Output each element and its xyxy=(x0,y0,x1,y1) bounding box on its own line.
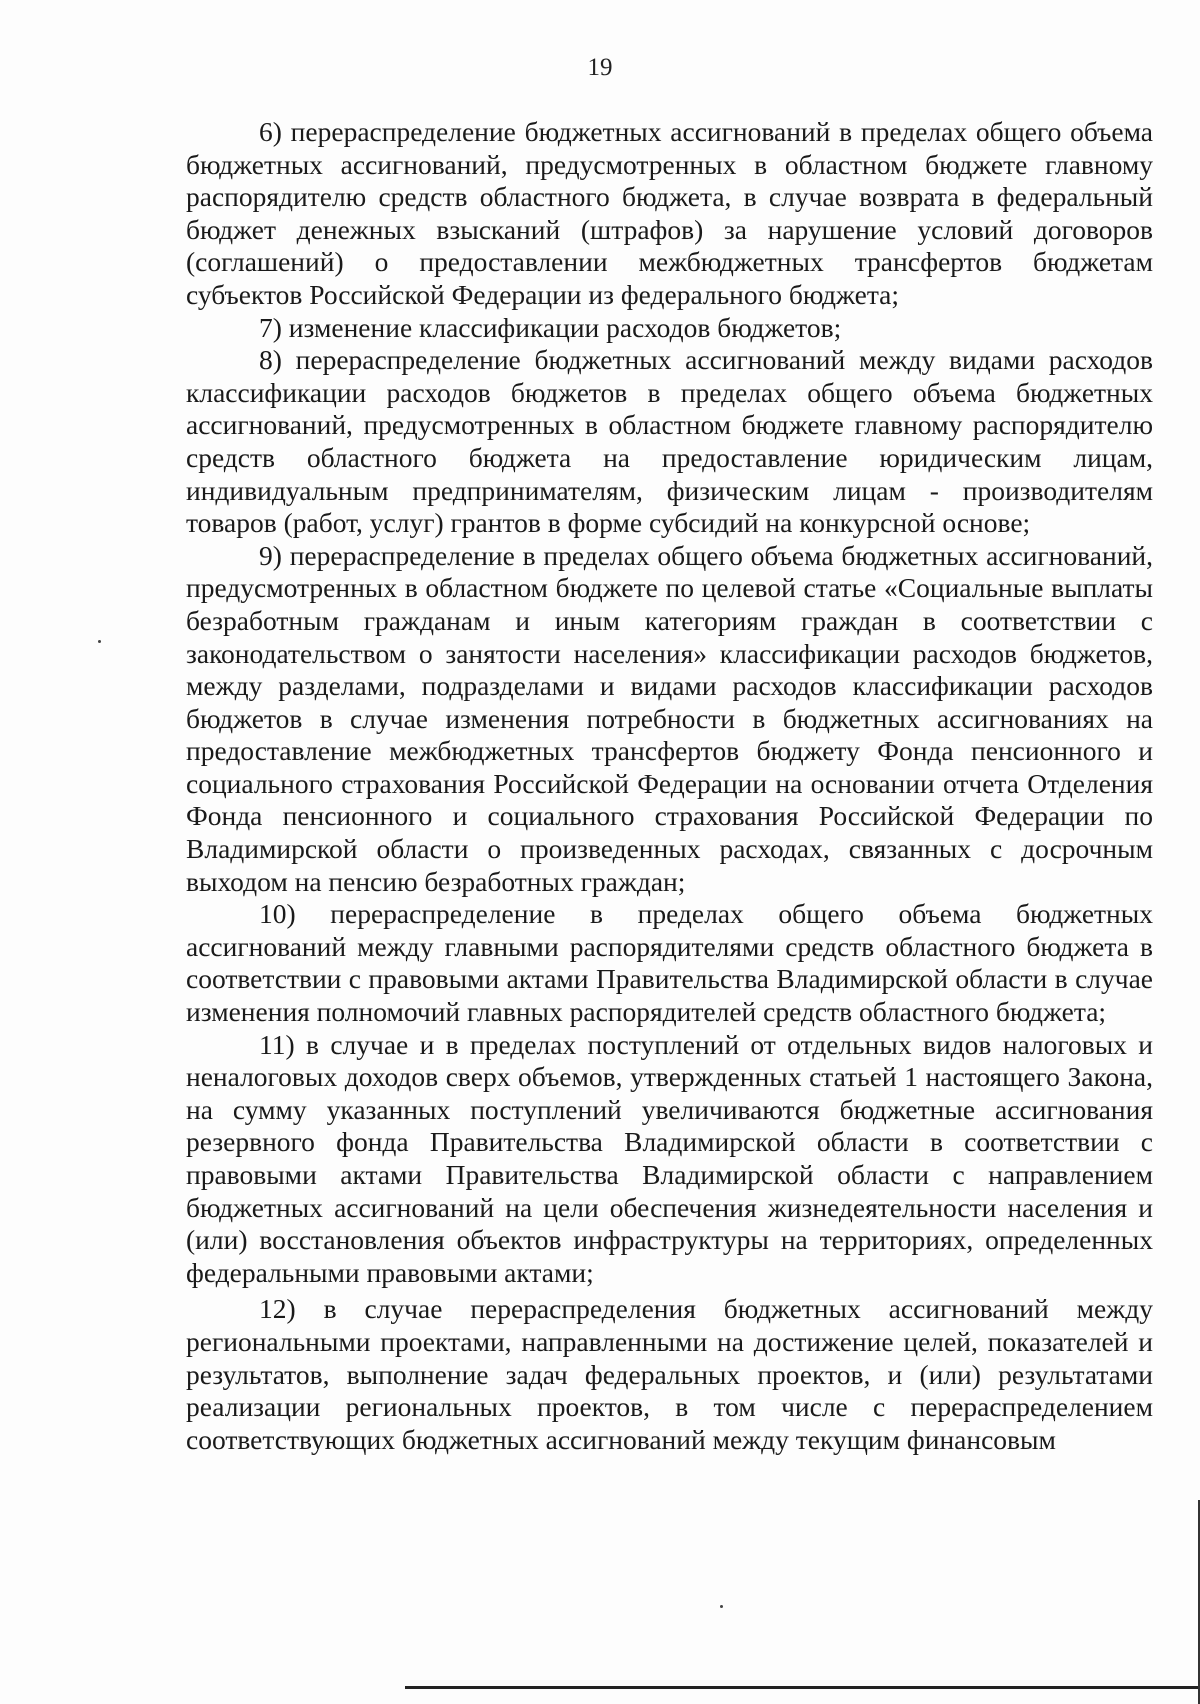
paragraph-item-9: 9) перераспределение в пределах общего объема бюджетных ассигнований, предусмотренных в областном бюджете по целевой статье «Социальные выплаты безработным гражданам и иным категориям граждан в соответствии с законодательством о занятости населения» классификации расходов бюджетов, между разделами, подразделами и видами расходов классификации расходов бюджетов в случае изменения потребности в бюджетных ассигнованиях на предоставление межбюджетных трансфертов бюджету Фонда пенсионного и социального страхования Российской Федерации на основании отчета Отделения Фонда пенсионного и социального страхования Российской Федерации по Владимирской области о произведенных расходах, связанных с досрочным выходом на пенсию безработных граждан; xyxy=(186,539,1153,897)
scan-speck xyxy=(720,1605,723,1608)
page-number: 19 xyxy=(587,54,613,81)
paragraph-item-10: 10) перераспределение в пределах общего объема бюджетных ассигнований между главными распорядителями средств областного бюджета в соответствии с правовыми актами Правительства Владимирской области в случае изменения полномочий главных распорядителей средств областного бюджета; xyxy=(186,898,1153,1028)
document-body xyxy=(186,116,1153,1456)
scan-speck xyxy=(98,640,101,643)
paragraph-item-6: 6) перераспределение бюджетных ассигнований в пределах общего объема бюджетных ассигнований, предусмотренных в областном бюджете главному распорядителю средств областного бюджета, в случае возврата в федеральный бюджет денежных взысканий (штрафов) за нарушение условий договоров (соглашений) о предоставлении межбюджетных трансфертов бюджетам субъектов Российской Федерации из федерального бюджета; xyxy=(186,116,1153,310)
bottom-rule xyxy=(405,1686,1200,1689)
paragraph-item-8: 8) перераспределение бюджетных ассигнований между видами расходов классификации расходов бюджетов в пределах общего объема бюджетных ассигнований, предусмотренных в областном бюджете главному распорядителю средств областного бюджета на предоставление юридическим лицам, индивидуальным предпринимателям, физическим лицам - производителям товаров (работ, услуг) грантов в форме субсидий на конкурсной основе; xyxy=(186,344,1153,539)
paragraph-item-11: 11) в случае и в пределах поступлений от отдельных видов налоговых и неналоговых доходов сверх объемов, утвержденных статьей 1 настоящего Закона, на сумму указанных поступлений увеличиваются бюджетные ассигнования резервного фонда Правительства Владимирской области в соответствии с правовыми актами Правительства Владимирской области с направлением бюджетных ассигнований на цели обеспечения жизнедеятельности населения и (или) восстановления объектов инфраструктуры на территориях, определенных федеральными правовыми актами; xyxy=(186,1028,1153,1288)
paragraph-item-7: 7) изменение классификации расходов бюджетов; xyxy=(259,311,842,343)
paragraph-item-12: 12) в случае перераспределения бюджетных ассигнований между региональными проектами, направленными на достижение целей, показателей и результатов, выполнение задач федеральных проектов, и (или) результатами реализации региональных проектов, в том числе с перераспределением соответствующих бюджетных ассигнований между текущим финансовым xyxy=(186,1293,1153,1455)
